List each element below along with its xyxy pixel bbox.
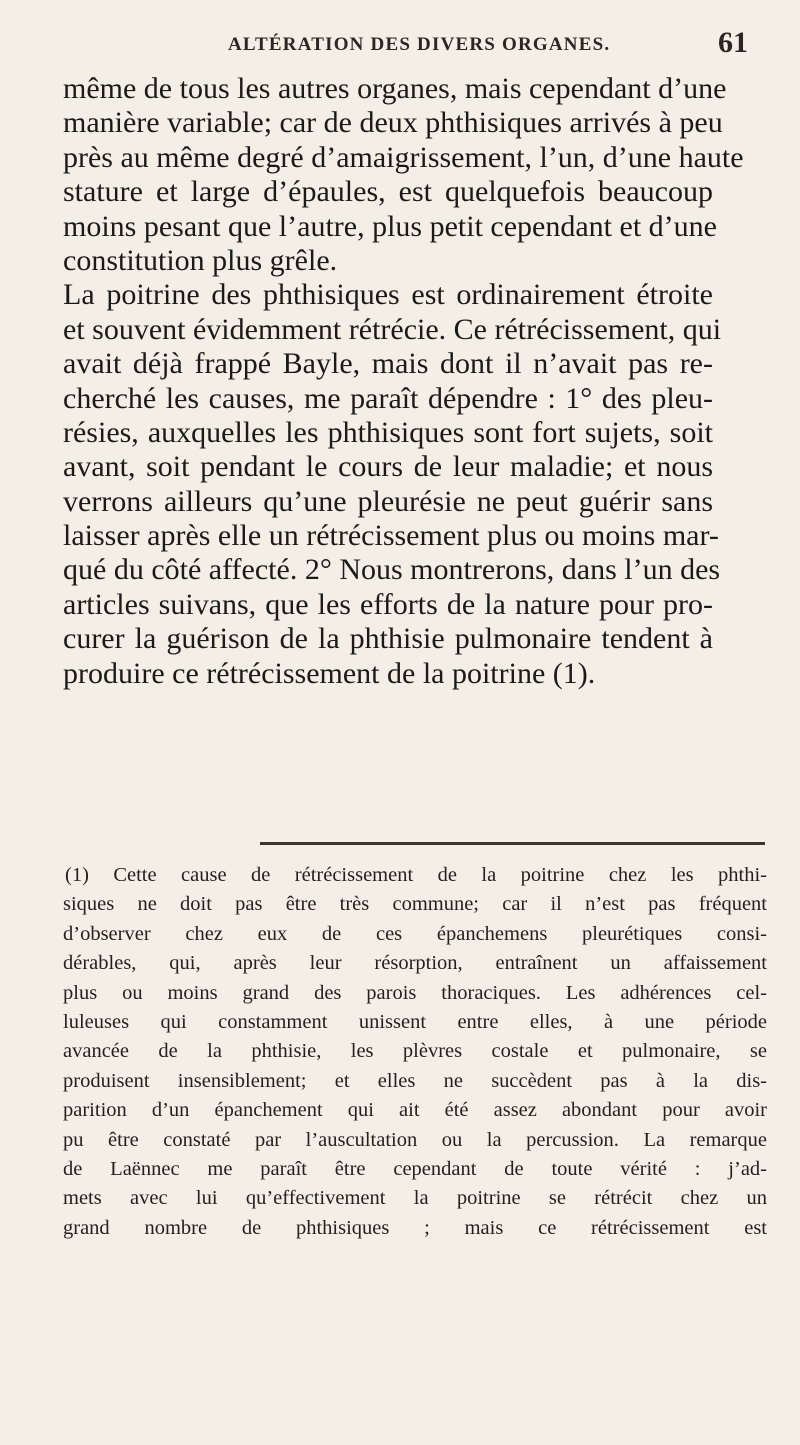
- footnote: [63, 861, 767, 1243]
- text-line: La poitrine des phthisiques est ordinairement étroite: [63, 278, 713, 312]
- footnote-line: (1) Cette cause de rétrécissement de la poitrine chez les phthi-: [65, 864, 767, 886]
- footnote-line: dérables, qui, après leur résorption, entraînent un affaissement: [63, 952, 767, 975]
- text-line: curer la guérison de la phthisie pulmonaire tendent à: [63, 622, 713, 656]
- text-line: stature et large d’épaules, est quelquefois beaucoup: [63, 175, 713, 209]
- text-line: cherché les causes, me paraît dépendre : 1° des pleu-: [63, 381, 713, 415]
- footnote-divider: [260, 842, 765, 845]
- text-line: laisser après elle un rétrécissement plus ou moins mar-: [63, 519, 719, 553]
- footnote-line: avancée de la phthisie, les plèvres costale et pulmonaire, se: [63, 1040, 767, 1063]
- text-line: verrons ailleurs qu’une pleurésie ne peut guérir sans: [63, 484, 713, 518]
- footnote-line: de Laënnec me paraît être cependant de toute vérité : j’ad-: [63, 1157, 767, 1180]
- main-text: [63, 72, 744, 691]
- text-line: produire ce rétrécissement de la poitrine (1).: [63, 656, 596, 690]
- text-line: qué du côté affecté. 2° Nous montrerons, dans l’un des: [63, 553, 721, 587]
- text-line: moins pesant que l’autre, plus petit cependant et d’une: [63, 209, 717, 243]
- text-line: manière variable; car de deux phthisiques arrivés à peu: [63, 106, 723, 140]
- footnote-line: parition d’un épanchement qui ait été assez abondant pour avoir: [63, 1099, 767, 1122]
- page-number: 61: [718, 26, 748, 59]
- text-line: et souvent évidemment rétrécie. Ce rétrécissement, qui: [63, 312, 722, 346]
- text-line: près au même degré d’amaigrissement, l’un, d’une haute: [63, 140, 744, 174]
- footnote-line: grand nombre de phthisiques ; mais ce rétrécissement est: [63, 1216, 767, 1239]
- text-line: articles suivans, que les efforts de la nature pour pro-: [63, 587, 713, 621]
- footnote-line: pu être constaté par l’auscultation ou la percussion. La remarque: [63, 1128, 767, 1151]
- running-title: ALTÉRATION DES DIVERS ORGANES.: [228, 34, 611, 55]
- text-line: avait déjà frappé Bayle, mais dont il n’avait pas re-: [63, 347, 713, 381]
- footnote-line: siques ne doit pas être très commune; car il n’est pas fréquent: [63, 893, 767, 916]
- footnote-line: luleuses qui constamment unissent entre elles, à une période: [63, 1010, 767, 1033]
- text-line: avant, soit pendant le cours de leur maladie; et nous: [63, 450, 713, 484]
- text-line: constitution plus grêle.: [63, 243, 338, 277]
- footnote-line: plus ou moins grand des parois thoraciques. Les adhérences cel-: [63, 981, 767, 1004]
- footnote-line: d’observer chez eux de ces épanchemens pleurétiques consi-: [63, 922, 767, 945]
- footnote-line: mets avec lui qu’effectivement la poitrine se rétrécit chez un: [63, 1187, 767, 1210]
- footnote-line: produisent insensiblement; et elles ne succèdent pas à la dis-: [63, 1069, 767, 1092]
- running-head: [228, 16, 748, 64]
- text-line: même de tous les autres organes, mais cependant d’une: [63, 72, 727, 105]
- text-line: résies, auxquelles les phthisiques sont fort sujets, soit: [63, 415, 713, 449]
